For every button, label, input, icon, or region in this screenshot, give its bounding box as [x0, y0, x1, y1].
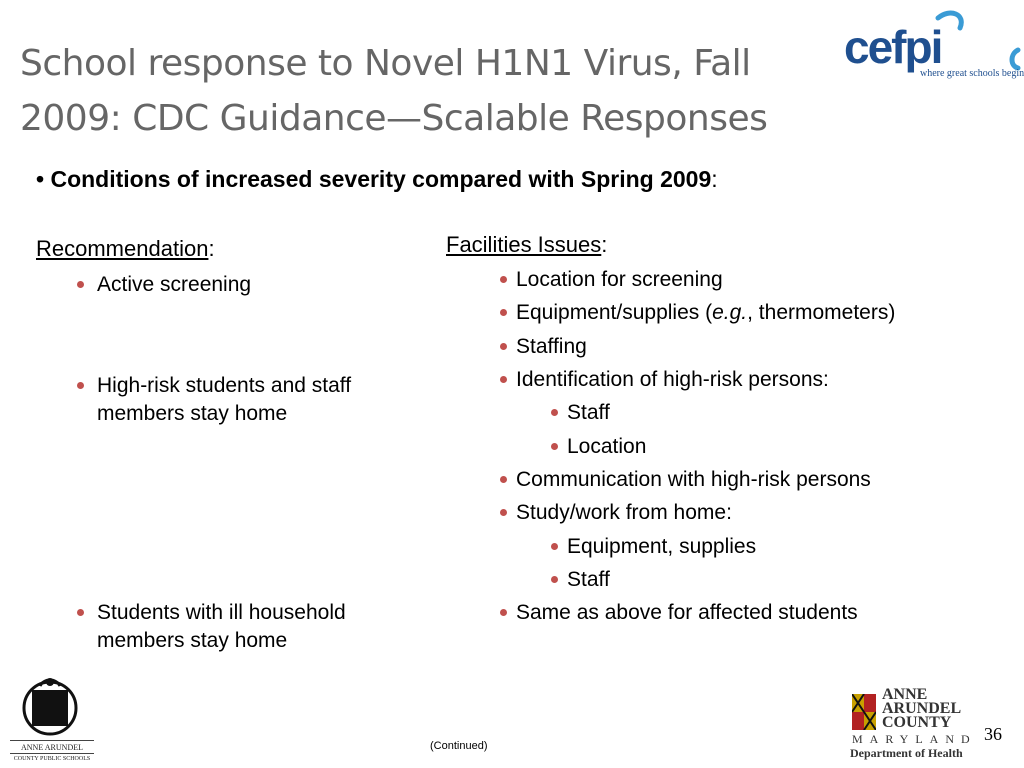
county-line2: ARUNDEL	[882, 700, 962, 717]
cefpi-tagline: where great schools begin	[920, 68, 1024, 79]
state-name: MARYLAND	[852, 732, 977, 746]
subheading-text: Conditions of increased severity compared with Spring 2009	[50, 166, 712, 192]
slide-title	[20, 36, 840, 146]
recommendation-heading-label: Recommendation	[36, 236, 209, 261]
bullet-icon	[500, 276, 507, 283]
list-item-label: Location	[567, 435, 647, 458]
list-item	[97, 599, 346, 655]
title-line-2: 2009: CDC Guidance—Scalable Responses	[20, 98, 768, 139]
subheading	[36, 166, 718, 193]
bullet-icon	[77, 382, 84, 389]
aacps-line2: COUNTY PUBLIC SCHOOLS	[10, 753, 94, 764]
list-subitem	[567, 399, 610, 427]
bullet-icon	[551, 443, 558, 450]
list-item-label: Staffing	[516, 335, 587, 358]
aacps-emblem-icon	[10, 676, 94, 740]
health-department-logo	[846, 686, 977, 764]
facilities-heading	[446, 232, 607, 258]
bullet-icon	[500, 376, 507, 383]
list-item-label: Students with ill household	[97, 601, 346, 624]
maryland-flag-icon	[852, 694, 876, 730]
bullet-icon	[77, 609, 84, 616]
list-item-label: Communication with high-risk persons	[516, 468, 871, 491]
county-line3: COUNTY	[882, 714, 952, 731]
bullet-icon	[500, 343, 507, 350]
list-item-label: High-risk students and staff	[97, 374, 352, 397]
bullet-icon	[551, 576, 558, 583]
bullet-icon	[500, 509, 507, 516]
list-item	[97, 271, 251, 299]
list-item-label: Equipment/supplies (	[516, 301, 713, 324]
list-item-label: , thermometers)	[747, 301, 896, 324]
bullet-icon	[551, 409, 558, 416]
facilities-heading-colon: :	[601, 232, 608, 257]
list-item-label: Active screening	[97, 273, 252, 296]
list-subitem	[567, 433, 646, 461]
recommendation-heading	[36, 236, 215, 262]
list-item-label: members stay home	[97, 629, 288, 652]
list-item-label: Staff	[567, 568, 610, 591]
recommendation-heading-colon: :	[208, 236, 215, 261]
aacps-logo	[10, 676, 94, 762]
list-item	[516, 266, 723, 294]
facilities-heading-label: Facilities Issues	[446, 232, 602, 257]
list-item	[516, 499, 732, 527]
bullet-icon	[77, 281, 84, 288]
bullet-icon	[500, 476, 507, 483]
county-line1: ANNE	[882, 686, 928, 703]
county-name	[882, 688, 961, 730]
list-item	[516, 333, 587, 361]
cefpi-logo	[842, 10, 1024, 88]
list-item	[516, 599, 858, 627]
list-item-label: members stay home	[97, 402, 288, 425]
list-item-emphasis: e.g.	[712, 301, 748, 324]
list-item-label: Study/work from home:	[516, 501, 732, 524]
subheading-bullet: •	[36, 166, 45, 192]
title-line-1: School response to Novel H1N1 Virus, Fall	[20, 43, 751, 84]
list-item-label: Equipment, supplies	[567, 535, 757, 558]
bullet-icon	[500, 309, 507, 316]
list-item-label: Same as above for affected students	[516, 601, 858, 624]
list-subitem	[567, 566, 610, 594]
aacps-line1: ANNE ARUNDEL	[10, 740, 94, 753]
continued-note: (Continued)	[430, 740, 488, 752]
subheading-colon: :	[711, 166, 718, 192]
department-name: Department of Health	[850, 746, 963, 760]
list-item	[97, 372, 351, 428]
aacps-text	[10, 740, 94, 764]
cefpi-wordmark: cefpi	[844, 21, 942, 73]
list-subitem	[567, 533, 756, 561]
bullet-icon	[500, 609, 507, 616]
page-number: 36	[984, 724, 1002, 744]
list-item-label: Location for screening	[516, 268, 723, 291]
list-item	[516, 299, 895, 327]
list-item-label: Staff	[567, 401, 610, 424]
list-item	[516, 466, 871, 494]
list-item	[516, 366, 829, 394]
bullet-icon	[551, 543, 558, 550]
list-item-label: Identification of high-risk persons:	[516, 368, 829, 391]
